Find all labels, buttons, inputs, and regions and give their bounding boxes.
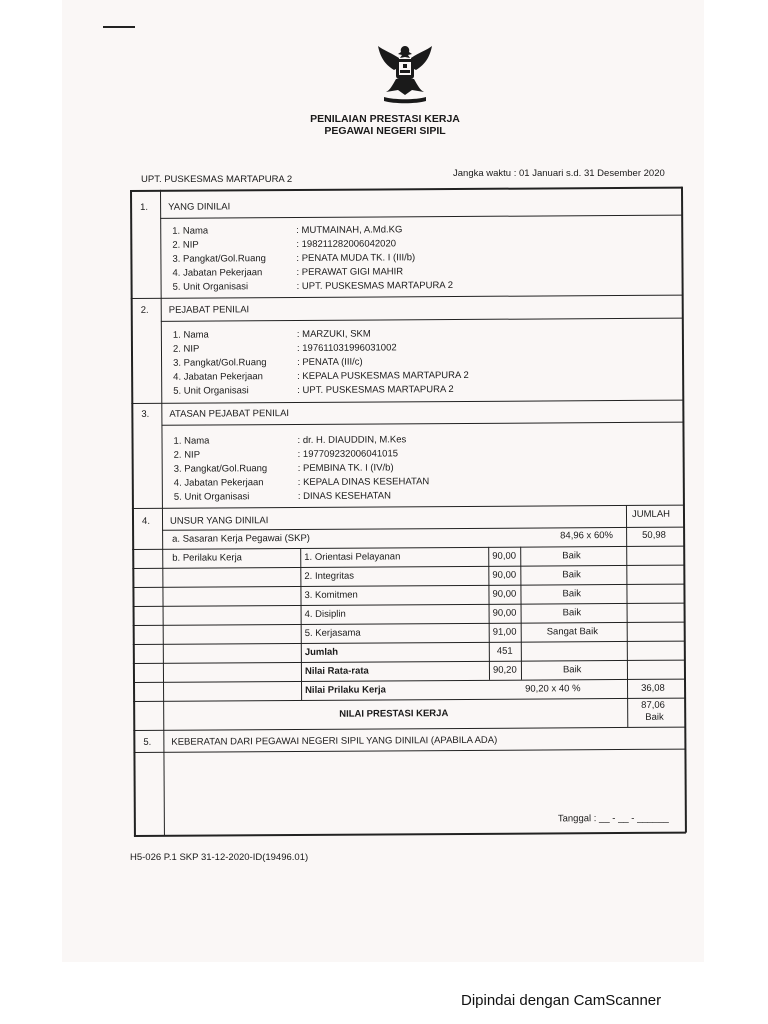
section-5-number: 5. [143,736,152,748]
npk-label: NILAI PRESTASI KERJA [339,708,449,720]
prilaku-label: Nilai Prilaku Kerja [305,684,386,696]
behavior-name: 3. Komitmen [304,589,358,601]
field-label: 1. Nama [173,435,210,447]
field-label: 2. NIP [172,343,200,355]
rata-rata-label: Nilai Rata-rata [304,665,369,677]
npk-value: 87,06 [641,699,665,711]
field-value: : PENATA (III/c) [297,356,363,368]
corner-mark [103,26,135,28]
behavior-name: 5. Kerjasama [304,627,361,639]
behavior-grade: Baik [562,569,581,581]
field-label: 3. Pangkat/Gol.Ruang [173,357,267,369]
field-value: : PERAWAT GIGI MAHIR [296,266,404,278]
field-value: : 197611031996031002 [296,342,397,354]
field-value: : PENATA MUDA TK. I (III/b) [296,252,416,264]
field-label: 2. NIP [172,239,199,251]
field-label: 1. Nama [172,225,209,237]
section-3-number: 3. [141,408,150,420]
skp-formula: 84,96 x 60% [560,530,613,542]
behavior-grade: Baik [562,550,581,562]
rata-rata-value: 90,20 [492,664,517,676]
field-value: : dr. H. DIAUDDIN, M.Kes [297,434,407,446]
field-label: 4. Jabatan Pekerjaan [173,477,264,489]
behavior-score: 90,00 [492,550,517,562]
perilaku-label: b. Perilaku Kerja [172,552,242,564]
tanggal-line: Tanggal : __ - __ - ______ [557,812,669,825]
field-label: 3. Pangkat/Gol.Ruang [172,253,266,265]
doc-title-line2: PEGAWAI NEGERI SIPIL [324,125,446,137]
form-code: H5-026 P.1 SKP 31-12-2020-ID(19496.01) [130,852,309,863]
behavior-name: 2. Integritas [304,570,355,582]
behavior-score: 90,00 [492,588,517,600]
field-value: : MARZUKI, SKM [296,328,371,340]
field-value: : KEPALA PUSKESMAS MARTAPURA 2 [297,369,469,382]
field-value: : UPT. PUSKESMAS MARTAPURA 2 [296,280,454,292]
section-2-title: PEJABAT PENILAI [168,304,250,316]
assessment-form [130,187,686,835]
section-5-title: KEBERATAN DARI PEGAWAI NEGERI SIPIL YANG DINILAI (APABILA ADA) [171,734,498,748]
garuda-emblem-icon [376,42,434,104]
field-label: 5. Unit Organisasi [173,385,249,397]
field-label: 2. NIP [173,449,201,461]
jumlah-label: Jumlah [304,646,339,658]
scanner-caption: Dipindai dengan CamScanner [461,992,662,1009]
behavior-score: 90,00 [492,607,517,619]
assessment-period: Jangka waktu : 01 Januari s.d. 31 Desember 2020 [453,168,665,179]
skp-total: 50,98 [642,529,666,541]
field-label: 1. Nama [172,329,209,341]
field-label: 4. Jabatan Pekerjaan [173,371,263,383]
field-label: 3. Pangkat/Gol.Ruang [173,463,268,475]
behavior-grade: Baik [562,607,582,619]
behavior-score: 91,00 [492,626,517,638]
doc-title-line1: PENILAIAN PRESTASI KERJA [310,113,460,125]
behavior-grade: Baik [562,588,581,600]
behavior-score: 90,00 [492,569,517,581]
field-value: : 198211282006042020 [296,238,397,250]
field-value: : MUTMAINAH, A.Md.KG [296,224,403,236]
unit-name: UPT. PUSKESMAS MARTAPURA 2 [141,174,293,185]
field-label: 5. Unit Organisasi [172,281,249,293]
section-3-title: ATASAN PEJABAT PENILAI [169,408,290,420]
npk-grade: Baik [645,711,664,723]
prilaku-formula: 90,20 x 40 % [525,683,581,695]
field-value: : UPT. PUSKESMAS MARTAPURA 2 [297,384,454,396]
jumlah-header: JUMLAH [631,508,671,520]
prilaku-total: 36,08 [641,682,665,694]
field-value: : DINAS KESEHATAN [297,490,392,502]
field-value: : 197709232006041015 [297,448,399,460]
section-2-number: 2. [140,304,149,316]
section-1-title: YANG DINILAI [168,201,231,213]
section-1-number: 1. [140,201,149,213]
behavior-grade: Sangat Baik [546,626,598,638]
section-4-title: UNSUR YANG DINILAI [169,515,269,527]
jumlah-value: 451 [496,645,513,657]
skp-label: a. Sasaran Kerja Pegawai (SKP) [172,532,310,545]
field-value: : KEPALA DINAS KESEHATAN [297,476,430,488]
field-label: 5. Unit Organisasi [173,491,250,503]
section-4-number: 4. [141,515,150,527]
field-label: 4. Jabatan Pekerjaan [172,267,263,279]
behavior-name: 1. Orientasi Pelayanan [304,551,401,563]
rata-rata-grade: Baik [562,664,582,676]
field-value: : PEMBINA TK. I (IV/b) [297,462,394,474]
behavior-name: 4. Disiplin [304,608,346,620]
